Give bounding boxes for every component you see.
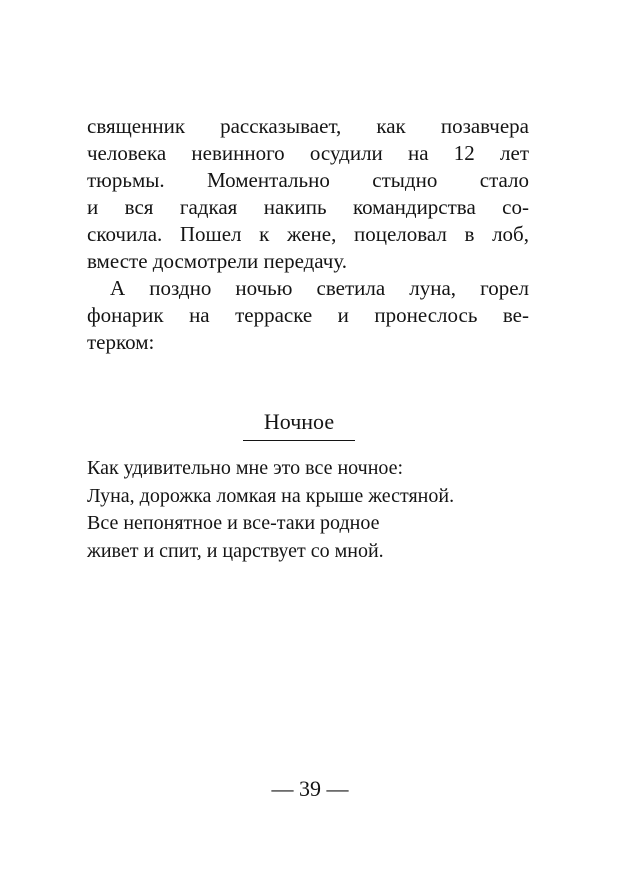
prose-line: тюрьмы. Моментально стыдно стало — [87, 168, 529, 192]
poem-line: Луна, дорожка ломкая на крыше жестяной. — [87, 484, 455, 507]
prose-line: и вся гадкая накипь командирства со- — [87, 195, 529, 219]
poem-line: Все непонятное и все-таки родное — [87, 512, 380, 534]
poem-block — [87, 455, 527, 565]
prose-line: А поздно ночью светила луна, горел — [110, 276, 529, 300]
prose-line: священник рассказывает, как позавчера — [87, 114, 529, 138]
prose-line: терком: — [87, 330, 155, 354]
page-number: — 39 — — [271, 776, 349, 801]
prose-line: вместе досмотрели передачу. — [87, 249, 347, 273]
prose-line: скочила. Пошел к жене, поцеловал в лоб, — [87, 222, 529, 246]
prose-line: человека невинного осудили на 12 лет — [87, 141, 529, 165]
prose-line: фонарик на терраске и пронеслось ве- — [87, 303, 529, 327]
poem-line: Как удивительно мне это все ночное: — [87, 457, 404, 479]
prose-block — [87, 113, 529, 356]
poem-title: Ночное — [263, 409, 335, 434]
title-underline — [243, 440, 355, 441]
poem-line: живет и спит, и царствует со мной. — [87, 539, 384, 562]
